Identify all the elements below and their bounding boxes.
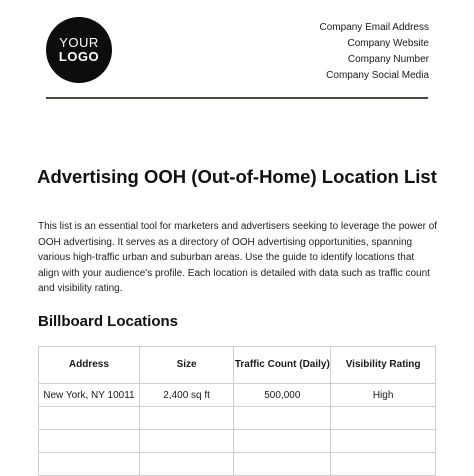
header-traffic-count: Traffic Count (Daily): [234, 347, 331, 384]
table-row: [39, 384, 436, 407]
company-contact-block: [320, 20, 430, 84]
cell-visibility-rating: [331, 430, 436, 453]
intro-paragraph: This list is an essential tool for marketers and advertisers seeking to leverage the power of OOH advertising. It serves as a directory of OOH advertising opportunities, spanning various high-traffic urban and suburban areas. Use the guide to identify locations that align with your audience's profile. Each location is detailed with data such as traffic count and visibility rating.: [38, 221, 438, 294]
table-row: [39, 430, 436, 453]
table-header-row: [39, 347, 436, 384]
cell-traffic-count: 500,000: [234, 384, 331, 407]
cell-visibility-rating: [331, 407, 436, 430]
cell-size: [139, 407, 234, 430]
company-website: Company Website: [347, 38, 429, 49]
company-number: Company Number: [347, 54, 429, 65]
billboard-locations-table: [38, 346, 436, 476]
cell-size: [139, 430, 234, 453]
cell-address: New York, NY 10011: [39, 384, 140, 407]
cell-address: [39, 407, 140, 430]
cell-visibility-rating: [331, 453, 436, 476]
section-heading-billboard-locations: Billboard Locations: [38, 313, 179, 330]
header-address: Address: [39, 347, 140, 384]
company-email: Company Email Address: [319, 22, 429, 33]
header-visibility-rating: Visibility Rating: [331, 347, 436, 384]
header-size: Size: [139, 347, 234, 384]
table-row: [39, 453, 436, 476]
cell-visibility-rating: High: [331, 384, 436, 407]
header-divider: [46, 97, 428, 99]
logo-text-line1: YOUR: [59, 35, 99, 51]
table-row: [39, 407, 436, 430]
company-social-media: Company Social Media: [326, 70, 429, 81]
logo-text-line2: LOGO: [58, 49, 100, 64]
cell-size: [139, 453, 234, 476]
document-title: Advertising OOH (Out-of-Home) Location List: [37, 166, 437, 187]
company-logo: [46, 17, 112, 83]
cell-traffic-count: [234, 407, 331, 430]
cell-address: [39, 430, 140, 453]
cell-address: [39, 453, 140, 476]
cell-traffic-count: [234, 430, 331, 453]
cell-size: 2,400 sq ft: [139, 384, 234, 407]
cell-traffic-count: [234, 453, 331, 476]
